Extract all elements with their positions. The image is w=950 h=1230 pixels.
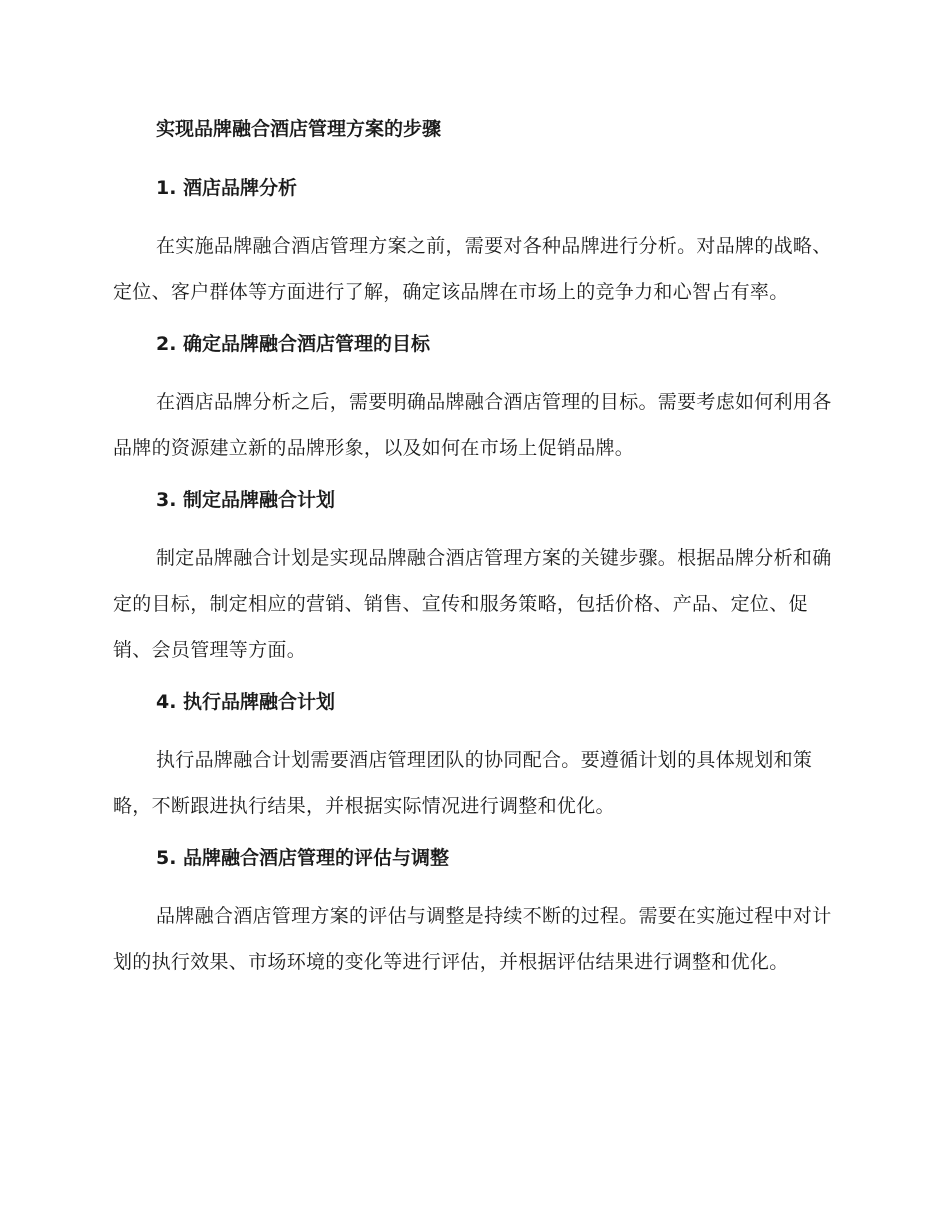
section-heading-2: 2. 确定品牌融合酒店管理的目标 bbox=[156, 333, 431, 355]
document-title: 实现品牌融合酒店管理方案的步骤 bbox=[156, 118, 442, 140]
section-body-2: 在酒店品牌分析之后，需要明确品牌融合酒店管理的目标。需要考虑如何利用各品牌的资源建立新的品牌形象，以及如何在市场上促销品牌。 bbox=[113, 391, 832, 459]
section-body-5: 品牌融合酒店管理方案的评估与调整是持续不断的过程。需要在实施过程中对计划的执行效果、市场环境的变化等进行评估，并根据评估结果进行调整和优化。 bbox=[113, 905, 832, 973]
section-heading-4: 4. 执行品牌融合计划 bbox=[156, 691, 336, 713]
section-heading-5: 5. 品牌融合酒店管理的评估与调整 bbox=[156, 847, 450, 869]
document-content bbox=[113, 113, 833, 998]
section-heading-3: 3. 制定品牌融合计划 bbox=[156, 489, 336, 511]
section-body-4: 执行品牌融合计划需要酒店管理团队的协同配合。要遵循计划的具体规划和策略，不断跟进执行结果，并根据实际情况进行调整和优化。 bbox=[113, 749, 813, 817]
section-body-1: 在实施品牌融合酒店管理方案之前，需要对各种品牌进行分析。对品牌的战略、定位、客户群体等方面进行了解，确定该品牌在市场上的竞争力和心智占有率。 bbox=[113, 235, 832, 303]
section-heading-1: 1. 酒店品牌分析 bbox=[156, 177, 298, 199]
section-body-3: 制定品牌融合计划是实现品牌融合酒店管理方案的关键步骤。根据品牌分析和确定的目标，制定相应的营销、销售、宣传和服务策略，包括价格、产品、定位、促销、会员管理等方面。 bbox=[113, 547, 832, 661]
